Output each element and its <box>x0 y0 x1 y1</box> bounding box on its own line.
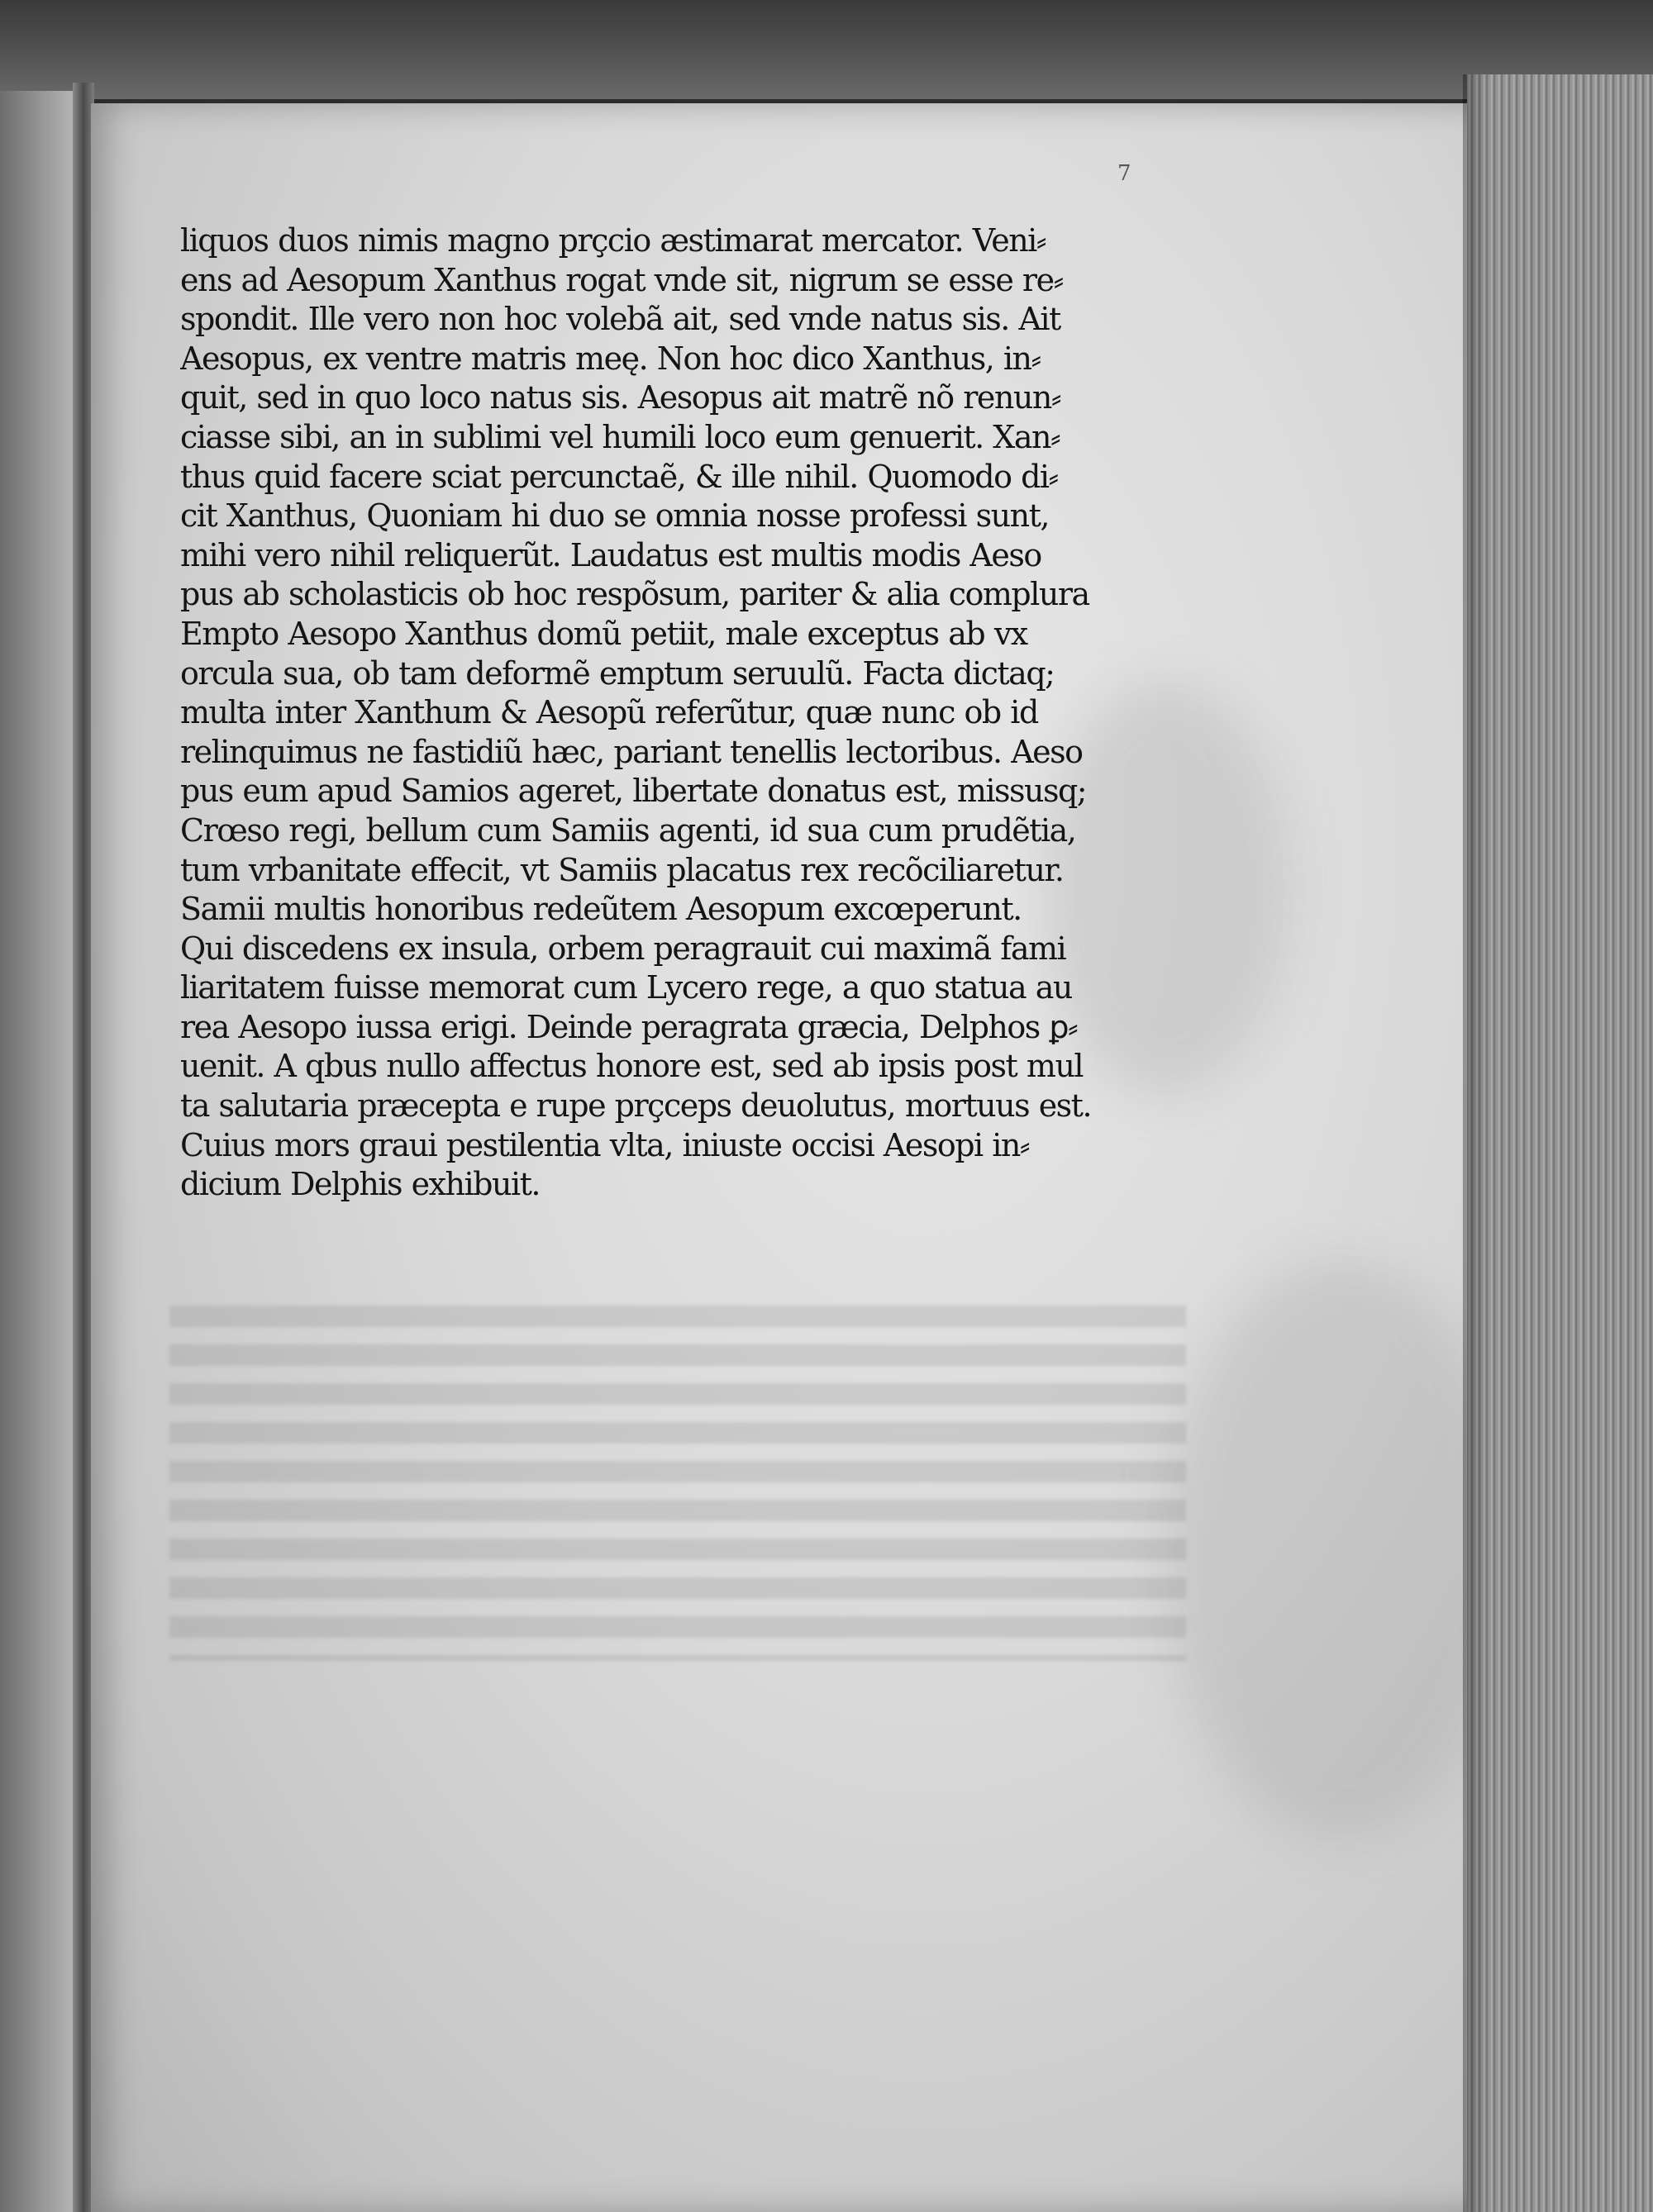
bleed-through-text <box>169 1306 1186 1661</box>
page-marker: 7 <box>1117 161 1131 186</box>
water-stain <box>1165 1260 1512 1839</box>
text-line: cit Xanthus, Quoniam hi duo se omnia nosse professi sunt, <box>180 497 1049 535</box>
text-line: orcula sua, ob tam deformẽ emptum seruulũ. Facta dictaq; <box>180 654 1055 692</box>
text-line: spondit. Ille vero non hoc volebã ait, sed vnde natus sis. Ait <box>180 301 1060 338</box>
text-line: Cuius mors graui pestilentia vlta, iniuste occisi Aesopi in⸗ <box>180 1126 1030 1163</box>
text-line: mihi vero nihil reliquerũt. Laudatus est multis modis Aeso <box>180 536 1041 573</box>
book-binding-top <box>0 0 1653 99</box>
body-text <box>180 221 1162 1205</box>
text-line: Qui discedens ex insula, orbem peragrauit cui maximã fami <box>180 930 1066 967</box>
text-line: quit, sed in quo loco natus sis. Aesopus ait matrẽ nõ renun⸗ <box>180 379 1060 416</box>
text-line: thus quid facere sciat percunctaẽ, & ille nihil. Quomodo di⸗ <box>180 458 1058 495</box>
text-line: uenit. A qbus nullo affectus honore est, sed ab ipsis post mul <box>180 1048 1084 1085</box>
text-line: relinquimus ne fastidiũ hæc, pariant tenellis lectoribus. Aeso <box>180 733 1083 770</box>
fore-edge-leaves <box>1467 74 1653 2212</box>
text-line: Aesopus, ex ventre matris meę. Non hoc dico Xanthus, in⸗ <box>180 340 1041 377</box>
text-line: pus eum apud Samios ageret, libertate donatus est, missusq; <box>180 773 1087 810</box>
text-line: Crœso regi, bellum cum Samiis agenti, id sua cum prudẽtia, <box>180 811 1076 849</box>
left-page-edge <box>0 91 83 2212</box>
text-line: Samii multis honoribus redeũtem Aesopum excœperunt. <box>180 891 1022 928</box>
text-line: dicium Delphis exhibuit. <box>180 1166 540 1203</box>
text-line: ta salutaria præcepta e rupe prçceps deuolutus, mortuus est. <box>180 1087 1092 1125</box>
text-line: liquos duos nimis magno prçcio æstimarat mercator. Veni⸗ <box>180 222 1046 259</box>
text-line: liaritatem fuisse memorat cum Lycero rege, a quo statua au <box>180 969 1072 1006</box>
text-line: multa inter Xanthum & Aesopũ referũtur, quæ nunc ob id <box>180 694 1038 731</box>
text-line: ens ad Aesopum Xanthus rogat vnde sit, nigrum se esse re⸗ <box>180 261 1063 298</box>
text-line: rea Aesopo iussa erigi. Deinde peragrata græcia, Delphos ꝑ⸗ <box>180 1008 1078 1045</box>
text-line: pus ab scholasticis ob hoc respõsum, pariter & alia complura <box>180 576 1089 613</box>
text-line: tum vrbanitate effecit, vt Samiis placatus rex recõciliaretur. <box>180 851 1064 888</box>
text-line: ciasse sibi, an in sublimi vel humili loco eum genuerit. Xan⸗ <box>180 418 1060 455</box>
fore-edge-shadow <box>1463 74 1488 2212</box>
text-line: Empto Aesopo Xanthus domũ petiit, male exceptus ab vx <box>180 615 1027 652</box>
